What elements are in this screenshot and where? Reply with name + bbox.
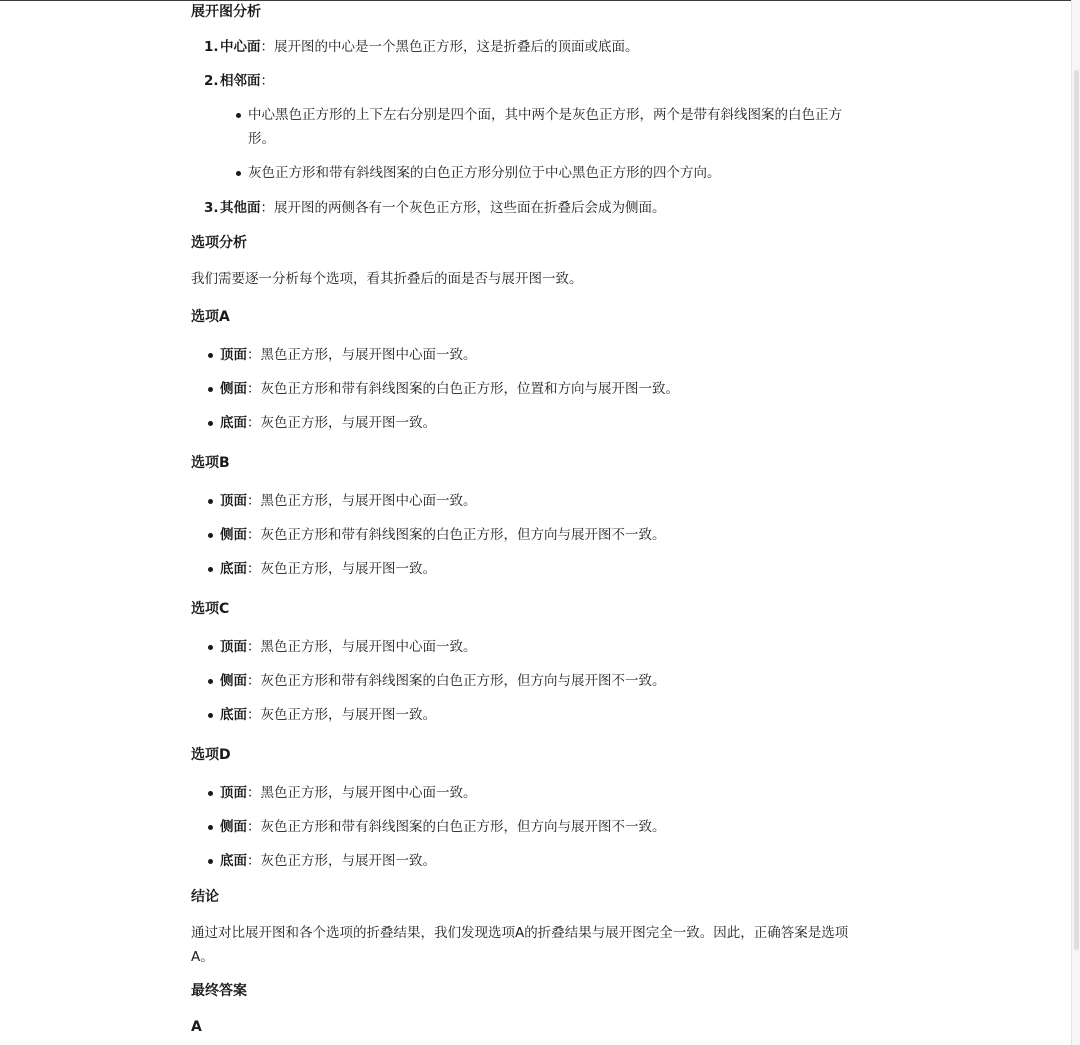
list-item-text [220, 411, 436, 435]
list-item-body: ：黑色正方形，与展开图中心面一致。 [247, 347, 477, 363]
item-text [220, 69, 274, 93]
list-item-label: 顶面 [220, 639, 247, 655]
item-body: ：展开图的两侧各有一个灰色正方形，这些面在折叠后会成为侧面。 [260, 200, 666, 216]
list-item-body: ：灰色正方形和带有斜线图案的白色正方形，但方向与展开图不一致。 [247, 527, 666, 543]
list-item-label: 底面 [220, 853, 247, 869]
item-body: ： [260, 73, 274, 89]
item-label: 相邻面 [220, 73, 261, 89]
sub-item-text-line1: 中心黑色正方形的上下左右分别是四个面，其中两个是灰色正方形，两个是带有斜线图案的白色正方 [248, 107, 842, 123]
bullet [208, 791, 213, 796]
bullet [208, 825, 213, 830]
list-item-body: ：灰色正方形和带有斜线图案的白色正方形，位置和方向与展开图一致。 [247, 381, 679, 397]
list-item-label: 顶面 [220, 493, 247, 509]
item-text [220, 35, 639, 59]
heading-option-a: 选项A [191, 309, 230, 325]
list-item-text [220, 343, 477, 367]
list-item-text [220, 523, 666, 547]
list-item-body: ：黑色正方形，与展开图中心面一致。 [247, 639, 477, 655]
list-item-body: ：灰色正方形，与展开图一致。 [247, 707, 436, 723]
list-item-body: ：黑色正方形，与展开图中心面一致。 [247, 493, 477, 509]
list-item-body: ：灰色正方形，与展开图一致。 [247, 415, 436, 431]
list-item-body: ：黑色正方形，与展开图中心面一致。 [247, 785, 477, 801]
list-item-label: 底面 [220, 415, 247, 431]
heading-option-c: 选项C [191, 601, 230, 617]
heading-option-b: 选项B [191, 455, 230, 471]
item-number: 2. [204, 73, 219, 89]
list-item-label: 侧面 [220, 673, 247, 689]
list-item-text [220, 849, 436, 873]
list-item-body: ：灰色正方形，与展开图一致。 [247, 853, 436, 869]
list-item-label: 底面 [220, 707, 247, 723]
list-item-label: 底面 [220, 561, 247, 577]
conclusion-line2: A。 [191, 949, 214, 965]
bullet [208, 533, 213, 538]
list-item-text [220, 781, 477, 805]
bullet [208, 499, 213, 504]
sub-item-text: 灰色正方形和带有斜线图案的白色正方形分别位于中心黑色正方形的四个方向。 [248, 165, 721, 181]
heading-unfold-analysis: 展开图分析 [191, 4, 261, 20]
list-item-text [220, 489, 477, 513]
bullet [208, 567, 213, 572]
heading-option-d: 选项D [191, 747, 231, 763]
list-item-label: 顶面 [220, 785, 247, 801]
bullet [208, 679, 213, 684]
final-answer-value: A [191, 1019, 202, 1035]
scrollbar-thumb[interactable] [1074, 70, 1079, 950]
scrollbar[interactable] [1071, 0, 1080, 1045]
item-number: 1. [204, 39, 219, 55]
item-label: 中心面 [220, 39, 261, 55]
list-item-label: 侧面 [220, 819, 247, 835]
list-item-label: 侧面 [220, 381, 247, 397]
list-item-text [220, 635, 477, 659]
sub-item-text-line2: 形。 [248, 131, 275, 147]
list-item-body: ：灰色正方形和带有斜线图案的白色正方形，但方向与展开图不一致。 [247, 673, 666, 689]
bullet [208, 713, 213, 718]
bullet [236, 113, 241, 118]
list-item-label: 侧面 [220, 527, 247, 543]
option-intro-paragraph: 我们需要逐一分析每个选项，看其折叠后的面是否与展开图一致。 [191, 271, 583, 287]
list-item-body: ：灰色正方形，与展开图一致。 [247, 561, 436, 577]
heading-conclusion: 结论 [191, 889, 219, 905]
bullet [208, 645, 213, 650]
list-item-text [220, 703, 436, 727]
list-item-text [220, 557, 436, 581]
bullet [208, 387, 213, 392]
list-item-text [220, 815, 666, 839]
list-item-text [220, 669, 666, 693]
bullet [208, 353, 213, 358]
bullet [208, 421, 213, 426]
top-divider [0, 0, 1080, 1]
item-body: ：展开图的中心是一个黑色正方形，这是折叠后的顶面或底面。 [260, 39, 639, 55]
heading-final-answer: 最终答案 [191, 983, 247, 999]
bullet [208, 859, 213, 864]
bullet [236, 171, 241, 176]
list-item-body: ：灰色正方形和带有斜线图案的白色正方形，但方向与展开图不一致。 [247, 819, 666, 835]
heading-option-analysis: 选项分析 [191, 235, 247, 251]
item-text [220, 196, 666, 220]
item-number: 3. [204, 200, 219, 216]
list-item-label: 顶面 [220, 347, 247, 363]
conclusion-line1: 通过对比展开图和各个选项的折叠结果，我们发现选项A的折叠结果与展开图完全一致。因此，正确答案是选项 [191, 925, 849, 941]
list-item-text [220, 377, 679, 401]
item-label: 其他面 [220, 200, 261, 216]
